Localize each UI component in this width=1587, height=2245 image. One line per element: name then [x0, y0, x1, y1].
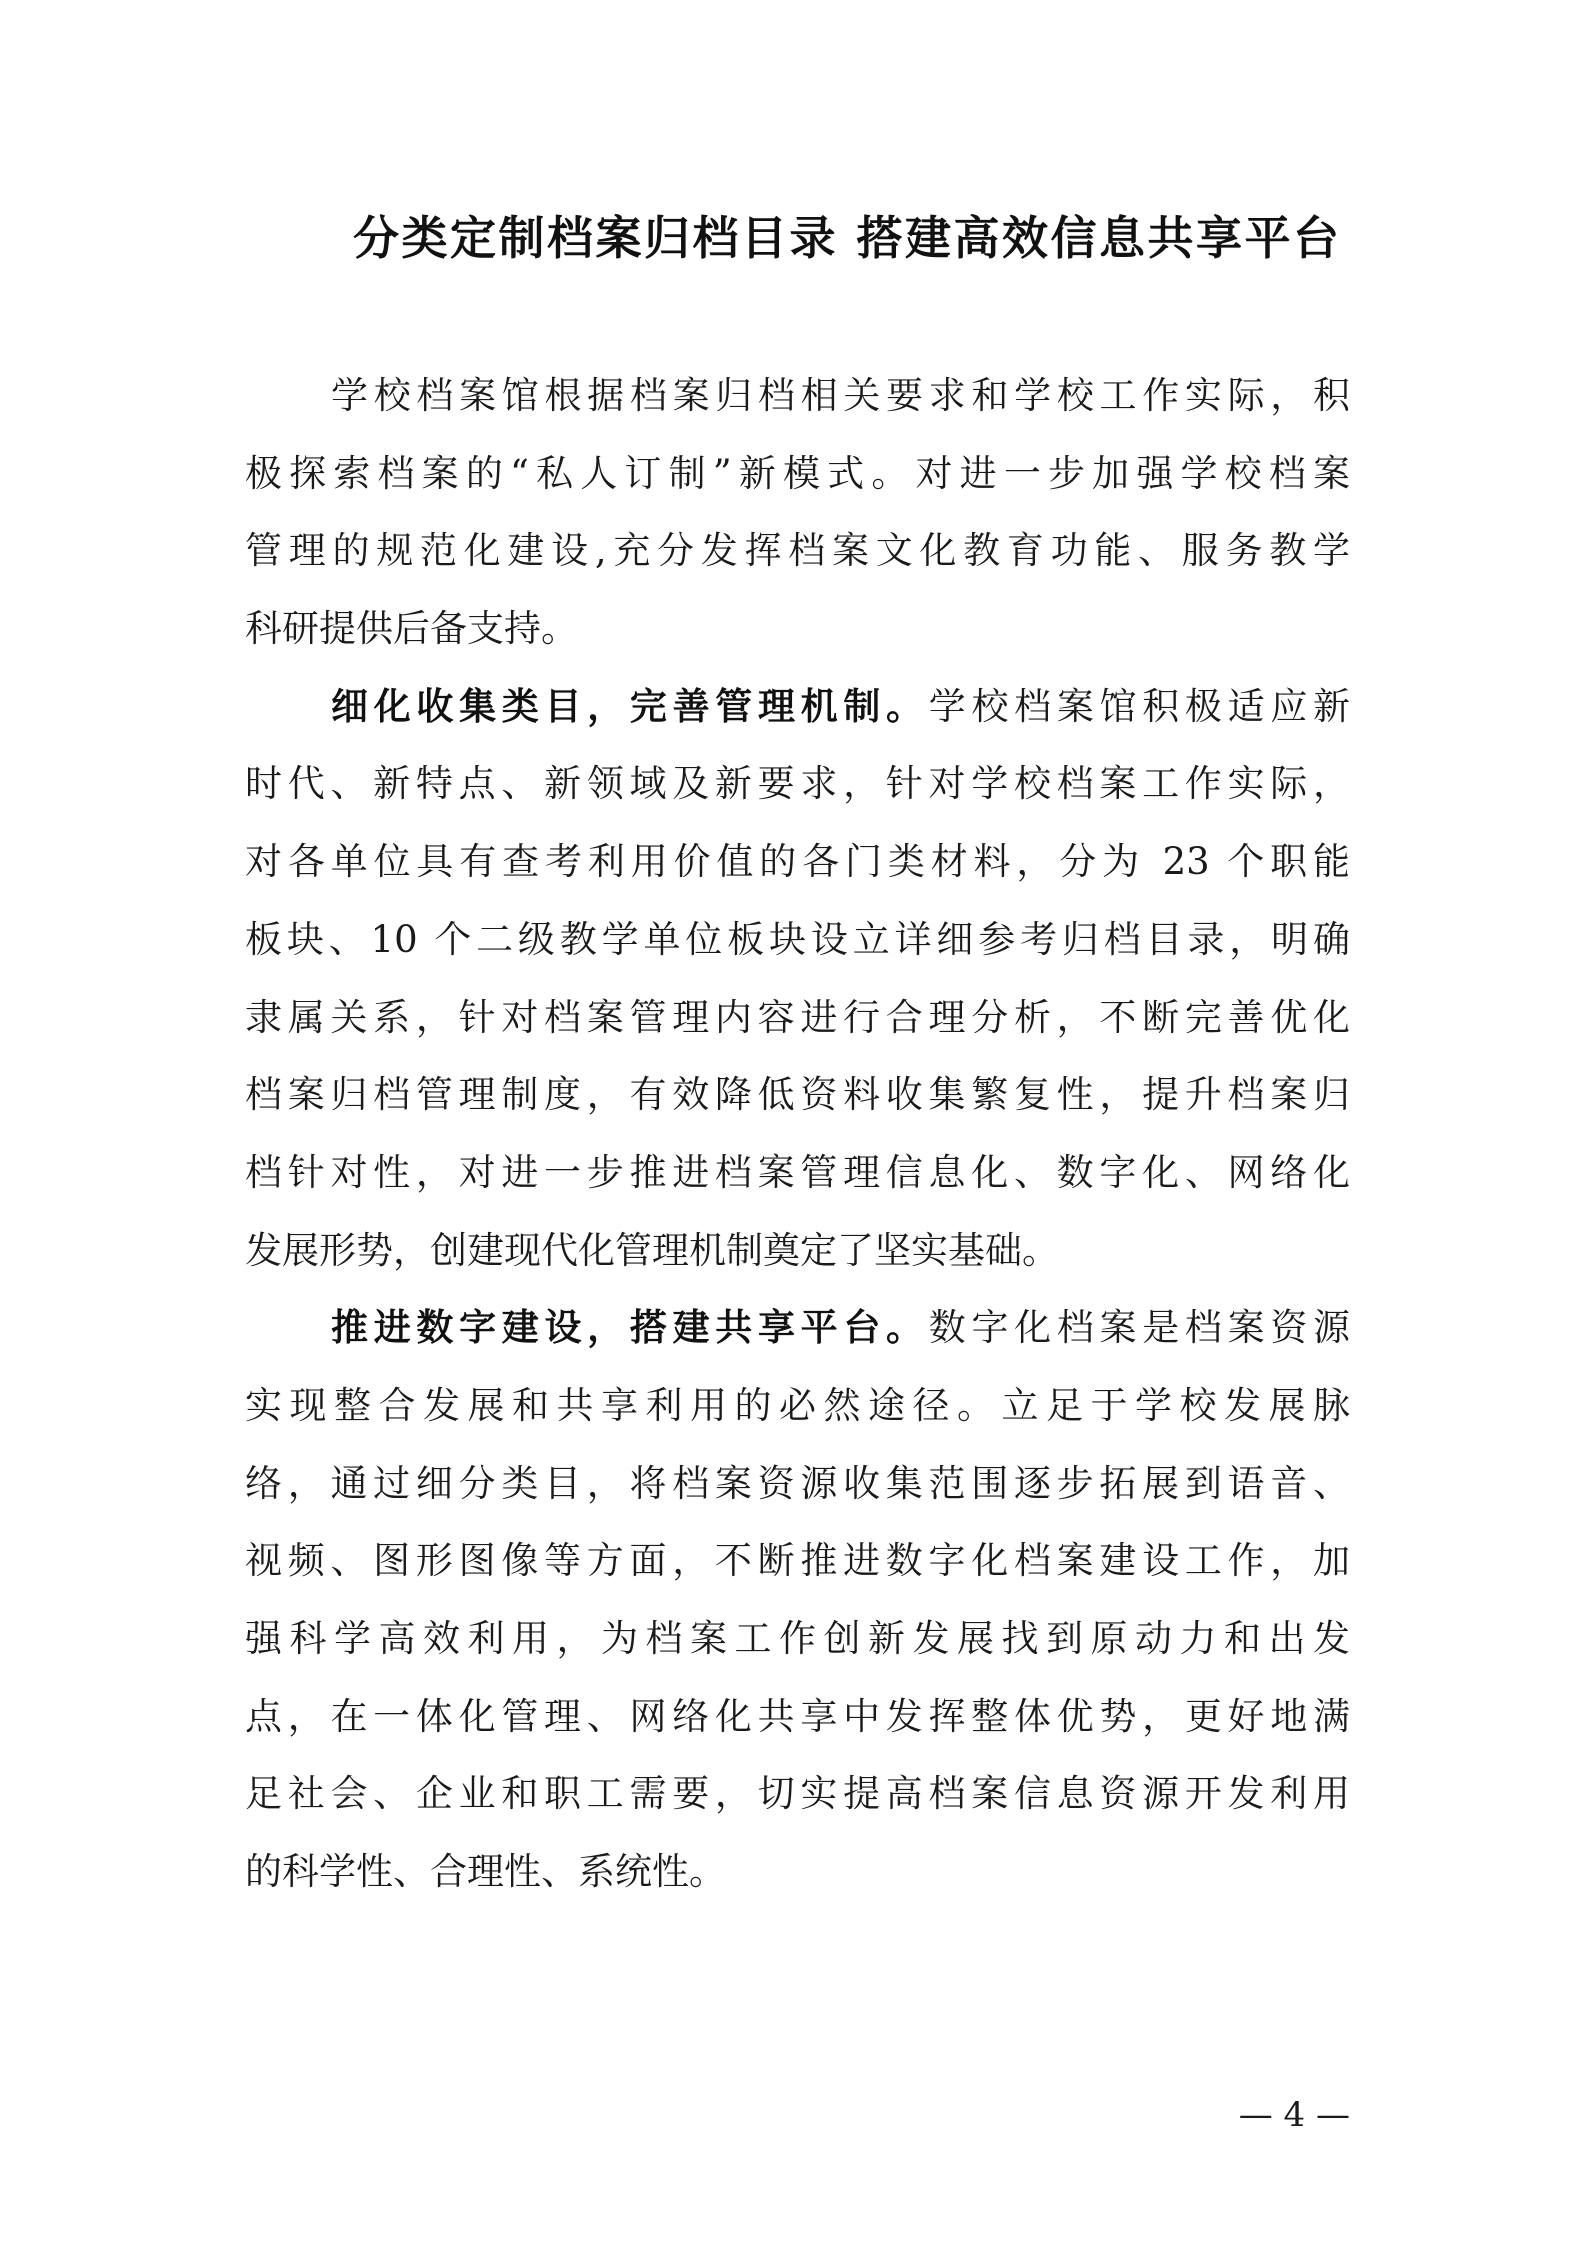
body-line: 实现整合发展和共享利用的必然途径。立足于学校发展脉	[245, 1383, 1350, 1427]
body-line: 视频、图形图像等方面，不断推进数字化档案建设工作，加	[245, 1539, 1350, 1583]
paragraph-lead-heading: 细化收集类目，完善管理机制。	[331, 683, 929, 728]
page-number: — 4 —	[1238, 2095, 1350, 2135]
document-title: 分类定制档案归档目录 搭建高效信息共享平台	[353, 211, 1339, 265]
body-line: 强科学高效利用，为档案工作创新发展找到原动力和出发	[245, 1617, 1350, 1660]
paragraph-collection-categories	[245, 668, 1350, 1290]
body-line: 对各单位具有查考利用价值的各门类材料，分为 23 个职能	[245, 840, 1350, 884]
body-line: 发展形势，创建现代化管理机制奠定了坚实基础。	[245, 1228, 1059, 1272]
body-line: 络，通过细分类目，将档案资源收集范围逐步拓展到语音、	[245, 1461, 1350, 1505]
document-body	[245, 357, 1350, 1911]
body-line: 点，在一体化管理、网络化共享中发挥整体优势，更好地满	[245, 1694, 1350, 1738]
body-line: 的科学性、合理性、系统性。	[245, 1850, 726, 1894]
body-line	[245, 668, 1350, 746]
body-line: 时代、新特点、新领域及新要求，针对学校档案工作实际，	[245, 762, 1350, 806]
paragraph-lead-heading: 推进数字建设，搭建共享平台。	[331, 1305, 929, 1350]
body-line: 科研提供后备支持。	[245, 607, 578, 651]
body-line: 板块、10 个二级教学单位板块设立详细参考归档目录，明确	[245, 917, 1350, 961]
body-line: 档针对性，对进一步推进档案管理信息化、数字化、网络化	[245, 1150, 1350, 1194]
paragraph-text: 数字化档案是档案资源	[928, 1306, 1350, 1350]
body-line: 隶属关系，针对档案管理内容进行合理分析，不断完善优化	[245, 995, 1350, 1039]
body-line: 足社会、企业和职工需要，切实提高档案信息资源开发利用	[245, 1772, 1350, 1816]
paragraph-text: 学校档案馆积极适应新	[928, 684, 1350, 728]
body-line: 档案归档管理制度，有效降低资料收集繁复性，提升档案归	[245, 1073, 1350, 1117]
body-line: 极探索档案的“私人订制”新模式。对进一步加强学校档案	[245, 451, 1350, 495]
paragraph-text: 学校档案馆根据档案归档相关要求和学校工作实际，积	[331, 374, 1350, 417]
body-line	[245, 1289, 1350, 1367]
body-line	[245, 357, 1350, 435]
paragraph-intro	[245, 357, 1350, 668]
paragraph-digital-platform	[245, 1289, 1350, 1911]
body-line: 管理的规范化建设,充分发挥档案文化教育功能、服务教学	[245, 529, 1350, 573]
